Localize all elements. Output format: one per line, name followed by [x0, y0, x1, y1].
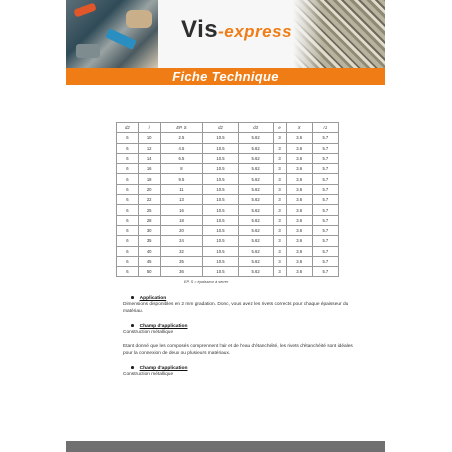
- table-cell: 5.7: [312, 143, 338, 153]
- table-cell: 10.5: [203, 205, 238, 215]
- tool-shape: [73, 2, 96, 17]
- section-champ1-text: Construction métallique: [123, 330, 174, 335]
- table-cell: 3.6: [286, 215, 312, 225]
- column-header: X: [286, 123, 312, 133]
- column-header: d2: [117, 123, 139, 133]
- table-cell: 3: [273, 225, 286, 235]
- table-cell: 6: [117, 267, 139, 277]
- table-cell: 5.7: [312, 215, 338, 225]
- table-cell: 10.5: [203, 256, 238, 266]
- table-cell: 30: [138, 225, 160, 235]
- brand-vis: Vis: [181, 16, 219, 43]
- table-row: [117, 236, 339, 246]
- table-cell: 3.6: [286, 184, 312, 194]
- section-title: Champ d'application: [139, 324, 188, 329]
- table-cell: 5.7: [312, 246, 338, 256]
- tool-shape: [76, 44, 100, 58]
- table-cell: 12: [138, 143, 160, 153]
- brand-logo: [181, 16, 292, 44]
- table-cell: 5.7: [312, 236, 338, 246]
- table-cell: 5.7: [312, 205, 338, 215]
- table-cell: 6: [117, 215, 139, 225]
- table-cell: 6: [117, 236, 139, 246]
- table-cell: 2.5: [160, 133, 203, 143]
- section-application-heading: [131, 296, 166, 301]
- bullet-icon: [131, 324, 134, 327]
- table-cell: 3: [273, 236, 286, 246]
- table-cell: 6: [117, 164, 139, 174]
- table-row: [117, 143, 339, 153]
- table-cell: 9.5: [160, 174, 203, 184]
- section-champ2-text: Construction métallique: [123, 372, 174, 377]
- table-cell: 6: [117, 143, 139, 153]
- table-cell: 6: [117, 256, 139, 266]
- table-cell: 10.5: [203, 267, 238, 277]
- table-cell: 5.62: [238, 236, 273, 246]
- table-cell: 6: [117, 225, 139, 235]
- bullet-icon: [131, 296, 134, 299]
- table-cell: 10.5: [203, 133, 238, 143]
- table-cell: 20: [138, 184, 160, 194]
- table-header-row: [117, 123, 339, 133]
- table-cell: 5.7: [312, 174, 338, 184]
- table-cell: 3.6: [286, 236, 312, 246]
- table-row: [117, 267, 339, 277]
- table-cell: 5.62: [238, 225, 273, 235]
- brand-express: -express: [218, 22, 293, 41]
- table-cell: 10.5: [203, 225, 238, 235]
- table-cell: 18: [160, 215, 203, 225]
- bullet-icon: [131, 366, 134, 369]
- table-cell: 3: [273, 153, 286, 163]
- table-cell: 6: [117, 184, 139, 194]
- table-row: [117, 215, 339, 225]
- table-cell: 6: [117, 195, 139, 205]
- section-champ2-heading: [131, 366, 188, 371]
- table-cell: 16: [160, 205, 203, 215]
- table-cell: 8: [160, 164, 203, 174]
- table-cell: 5.7: [312, 153, 338, 163]
- tool-shape: [126, 10, 152, 28]
- table-note: EP. S = épaisseur à serrer: [184, 280, 229, 284]
- table-cell: 3.6: [286, 133, 312, 143]
- table-cell: 5.7: [312, 164, 338, 174]
- table-cell: 13: [160, 195, 203, 205]
- table-cell: 5.62: [238, 153, 273, 163]
- table-cell: 10.5: [203, 184, 238, 194]
- section-title: Application: [139, 296, 167, 301]
- table-cell: 10.5: [203, 153, 238, 163]
- table-cell: 10.5: [203, 174, 238, 184]
- table-cell: 3.6: [286, 174, 312, 184]
- specs-table: [116, 122, 339, 277]
- table-cell: 5.62: [238, 143, 273, 153]
- column-header: d3: [238, 123, 273, 133]
- column-header: l: [138, 123, 160, 133]
- table-cell: 5.62: [238, 267, 273, 277]
- table-cell: 10.5: [203, 164, 238, 174]
- table-body: [117, 133, 339, 277]
- section-paragraph: Etant donné que les composés comprennent l'air et de l'eau d'étanchéité, les rivets d'étanchéité sont idéales pour la connexion de deux ou plusieurs matériaux.: [123, 344, 353, 356]
- table-cell: 6.5: [160, 153, 203, 163]
- table-row: [117, 225, 339, 235]
- table-cell: 3: [273, 195, 286, 205]
- table-cell: 10.5: [203, 195, 238, 205]
- table-cell: 3: [273, 184, 286, 194]
- table-row: [117, 246, 339, 256]
- table-cell: 3: [273, 246, 286, 256]
- table-cell: 3: [273, 164, 286, 174]
- table-cell: 5.62: [238, 215, 273, 225]
- table-cell: 5.62: [238, 195, 273, 205]
- table-cell: 5.62: [238, 133, 273, 143]
- table-row: [117, 256, 339, 266]
- table-cell: 3.6: [286, 143, 312, 153]
- page-title: Fiche Technique: [172, 69, 279, 84]
- table-cell: 5.62: [238, 164, 273, 174]
- table-cell: 10.5: [203, 236, 238, 246]
- table-cell: 36: [160, 267, 203, 277]
- table-row: [117, 133, 339, 143]
- document-page: [66, 0, 385, 452]
- table-cell: 22: [138, 195, 160, 205]
- table-cell: 10.5: [203, 143, 238, 153]
- table-cell: 5.62: [238, 205, 273, 215]
- tools-photo: [66, 0, 158, 68]
- section-application-text: Dimensions disponibles en 2 mm gradation. Donc, vous avez les rivets corrects pour chaque épaisseur du matériau.: [123, 302, 349, 314]
- table-cell: 3.6: [286, 195, 312, 205]
- footer-bar: [66, 441, 385, 452]
- title-band: [66, 68, 385, 85]
- table-cell: 24: [160, 236, 203, 246]
- table-cell: 16: [138, 164, 160, 174]
- photo-fade: [293, 0, 323, 68]
- column-header: r1: [312, 123, 338, 133]
- table-cell: 6: [117, 174, 139, 184]
- table-cell: 10: [138, 133, 160, 143]
- table-cell: 5.7: [312, 225, 338, 235]
- table-cell: 5.7: [312, 195, 338, 205]
- table-cell: 3: [273, 256, 286, 266]
- table-cell: 35: [138, 236, 160, 246]
- table-cell: 45: [138, 256, 160, 266]
- table-cell: 5.62: [238, 174, 273, 184]
- table-row: [117, 205, 339, 215]
- table-cell: 5.62: [238, 256, 273, 266]
- section-title: Champ d'application: [139, 366, 188, 371]
- table-row: [117, 184, 339, 194]
- table-cell: 3.6: [286, 153, 312, 163]
- table-cell: 28: [138, 215, 160, 225]
- column-header: EP. S: [160, 123, 203, 133]
- table-cell: 3.6: [286, 246, 312, 256]
- table-cell: 3.6: [286, 164, 312, 174]
- table-cell: 10.5: [203, 246, 238, 256]
- section-champ1-heading: [131, 324, 188, 329]
- tool-shape: [105, 28, 136, 50]
- table-cell: 20: [160, 225, 203, 235]
- table-cell: 6: [117, 153, 139, 163]
- table-cell: 3.6: [286, 225, 312, 235]
- table-cell: 11: [160, 184, 203, 194]
- table-cell: 5.62: [238, 184, 273, 194]
- table-cell: 6: [117, 205, 139, 215]
- table-cell: 18: [138, 174, 160, 184]
- screws-photo: [293, 0, 385, 68]
- table-cell: 5.7: [312, 267, 338, 277]
- table-cell: 5.7: [312, 184, 338, 194]
- table-cell: 40: [138, 246, 160, 256]
- table-cell: 3.6: [286, 205, 312, 215]
- header: [66, 0, 385, 68]
- table-cell: 35: [160, 256, 203, 266]
- table-cell: 3: [273, 143, 286, 153]
- table-row: [117, 164, 339, 174]
- table-row: [117, 174, 339, 184]
- table-cell: 3.6: [286, 256, 312, 266]
- table-cell: 5.7: [312, 133, 338, 143]
- table-cell: 5.62: [238, 246, 273, 256]
- table-cell: 3: [273, 267, 286, 277]
- table-cell: 3.6: [286, 267, 312, 277]
- table-cell: 32: [160, 246, 203, 256]
- table-cell: 3: [273, 133, 286, 143]
- table-cell: 6: [117, 246, 139, 256]
- table-row: [117, 195, 339, 205]
- table-cell: 50: [138, 267, 160, 277]
- table-cell: 3: [273, 215, 286, 225]
- table-cell: 3: [273, 205, 286, 215]
- table-cell: 14: [138, 153, 160, 163]
- table-cell: 6: [117, 133, 139, 143]
- table-row: [117, 153, 339, 163]
- table-cell: 10.5: [203, 215, 238, 225]
- table-cell: 5.7: [312, 256, 338, 266]
- table-cell: 3: [273, 174, 286, 184]
- table-cell: 4.5: [160, 143, 203, 153]
- column-header: d2: [203, 123, 238, 133]
- table-cell: 25: [138, 205, 160, 215]
- column-header: e: [273, 123, 286, 133]
